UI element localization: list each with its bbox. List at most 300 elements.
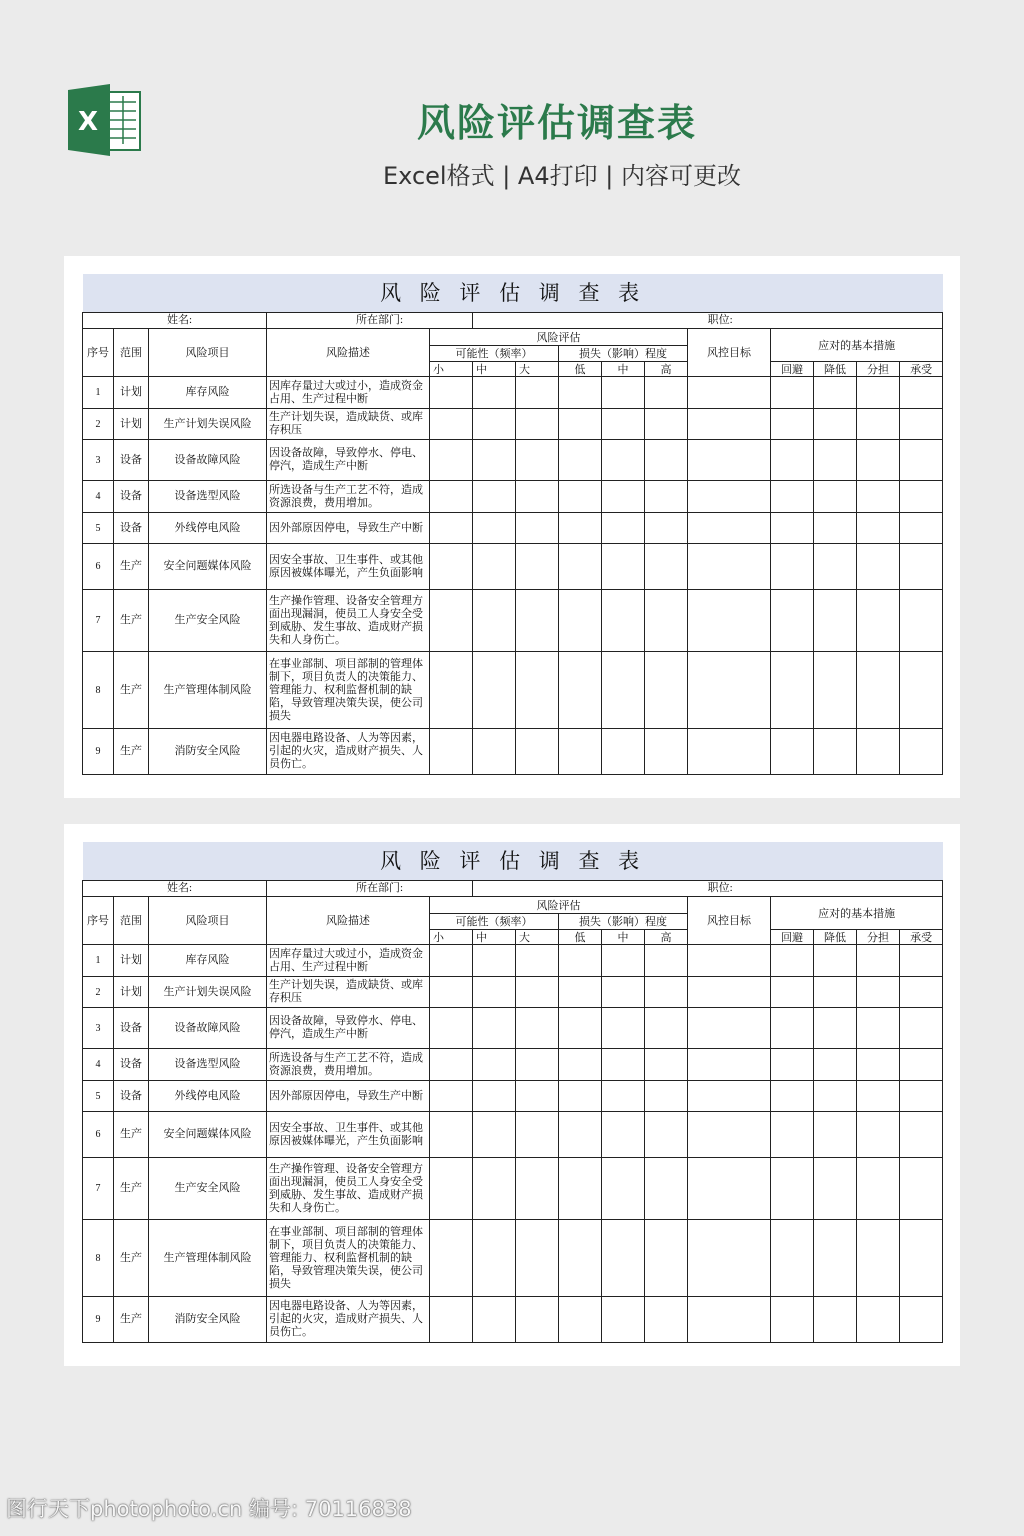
col-header-measures: 应对的基本措施 — [771, 329, 943, 362]
assessment-cell[interactable] — [645, 1158, 688, 1220]
measure-cell[interactable] — [857, 1220, 900, 1297]
measure-cell[interactable] — [814, 544, 857, 590]
row-item: 生产计划失误风险 — [149, 977, 267, 1008]
row-item: 生产安全风险 — [149, 590, 267, 652]
assessment-cell[interactable] — [516, 440, 559, 481]
measure-cell[interactable] — [771, 590, 814, 652]
assessment-cell[interactable] — [430, 945, 473, 977]
assessment-cell[interactable] — [473, 945, 516, 977]
measure-cell[interactable] — [900, 1081, 943, 1112]
target-cell[interactable] — [688, 409, 771, 440]
assessment-cell[interactable] — [473, 1081, 516, 1112]
row-number: 5 — [83, 513, 114, 544]
measure-cell[interactable] — [900, 513, 943, 544]
assessment-cell[interactable] — [602, 1008, 645, 1049]
row-item: 生产管理体制风险 — [149, 652, 267, 729]
row-scope: 计划 — [114, 945, 149, 977]
assessment-cell[interactable] — [602, 544, 645, 590]
target-cell[interactable] — [688, 1049, 771, 1081]
measure-cell[interactable] — [814, 513, 857, 544]
assessment-cell[interactable] — [559, 977, 602, 1008]
assessment-cell[interactable] — [602, 1297, 645, 1343]
col-header-item: 风险项目 — [149, 897, 267, 945]
table-row — [83, 1112, 943, 1158]
target-cell[interactable] — [688, 1112, 771, 1158]
assessment-cell[interactable] — [559, 1220, 602, 1297]
row-number: 1 — [83, 945, 114, 977]
risk-assessment-table — [82, 274, 943, 775]
assessment-cell[interactable] — [645, 1049, 688, 1081]
assessment-cell[interactable] — [516, 977, 559, 1008]
assessment-cell[interactable] — [602, 481, 645, 513]
table-row — [83, 1008, 943, 1049]
assessment-cell[interactable] — [645, 1008, 688, 1049]
measure-cell[interactable] — [814, 377, 857, 409]
assessment-cell[interactable] — [645, 1220, 688, 1297]
col-header-assess: 风险评估 — [430, 897, 688, 914]
assessment-cell[interactable] — [516, 377, 559, 409]
measure-cell[interactable] — [900, 729, 943, 775]
measure-cell[interactable] — [771, 409, 814, 440]
assessment-cell[interactable] — [645, 513, 688, 544]
target-cell[interactable] — [688, 1220, 771, 1297]
row-item: 设备选型风险 — [149, 481, 267, 513]
assessment-cell[interactable] — [645, 652, 688, 729]
level-label: 大 — [516, 930, 559, 945]
row-item: 安全问题媒体风险 — [149, 1112, 267, 1158]
col-header-loss: 损失（影响）程度 — [559, 914, 688, 930]
measure-cell[interactable] — [900, 1008, 943, 1049]
target-cell[interactable] — [688, 440, 771, 481]
row-description: 在事业部制、项目部制的管理体制下，项目负责人的决策能力、管理能力、权利监督机制的缺陷，导致管理决策失误，使公司损失 — [267, 1220, 430, 1297]
assessment-cell[interactable] — [516, 945, 559, 977]
row-scope: 计划 — [114, 977, 149, 1008]
target-cell[interactable] — [688, 377, 771, 409]
assessment-cell[interactable] — [516, 590, 559, 652]
measure-cell[interactable] — [771, 1158, 814, 1220]
measure-cell[interactable] — [900, 945, 943, 977]
assessment-cell[interactable] — [430, 1008, 473, 1049]
measure-cell[interactable] — [771, 544, 814, 590]
assessment-cell[interactable] — [645, 590, 688, 652]
target-cell[interactable] — [688, 1158, 771, 1220]
assessment-cell[interactable] — [430, 1049, 473, 1081]
row-description: 所选设备与生产工艺不符，造成资源浪费，费用增加。 — [267, 481, 430, 513]
table-row — [83, 977, 943, 1008]
assessment-cell[interactable] — [645, 481, 688, 513]
assessment-cell[interactable] — [516, 513, 559, 544]
form-sheet-2 — [64, 824, 960, 1366]
assessment-cell[interactable] — [430, 481, 473, 513]
measure-cell[interactable] — [814, 652, 857, 729]
assessment-cell[interactable] — [473, 1049, 516, 1081]
measure-cell[interactable] — [814, 945, 857, 977]
assessment-cell[interactable] — [559, 513, 602, 544]
row-number: 4 — [83, 1049, 114, 1081]
measure-cell[interactable] — [814, 440, 857, 481]
measure-cell[interactable] — [857, 1112, 900, 1158]
measure-cell[interactable] — [814, 729, 857, 775]
measure-cell[interactable] — [771, 377, 814, 409]
measure-cell[interactable] — [900, 544, 943, 590]
assessment-cell[interactable] — [602, 729, 645, 775]
row-item: 生产管理体制风险 — [149, 1220, 267, 1297]
assessment-cell[interactable] — [473, 377, 516, 409]
assessment-cell[interactable] — [430, 377, 473, 409]
measure-cell[interactable] — [814, 1297, 857, 1343]
measure-cell[interactable] — [857, 729, 900, 775]
measure-cell[interactable] — [857, 440, 900, 481]
measure-cell[interactable] — [857, 377, 900, 409]
measure-cell[interactable] — [900, 377, 943, 409]
assessment-cell[interactable] — [430, 1081, 473, 1112]
measure-cell[interactable] — [771, 440, 814, 481]
assessment-cell[interactable] — [473, 590, 516, 652]
table-row — [83, 1081, 943, 1112]
level-label: 小 — [430, 930, 473, 945]
measure-cell[interactable] — [771, 977, 814, 1008]
position-label: 职位: — [473, 881, 943, 897]
assessment-cell[interactable] — [516, 1158, 559, 1220]
table-row — [83, 1049, 943, 1081]
measure-label: 分担 — [857, 362, 900, 377]
assessment-cell[interactable] — [516, 1220, 559, 1297]
assessment-cell[interactable] — [602, 1049, 645, 1081]
measure-cell[interactable] — [900, 1220, 943, 1297]
assessment-cell[interactable] — [559, 729, 602, 775]
assessment-cell[interactable] — [473, 440, 516, 481]
target-cell[interactable] — [688, 977, 771, 1008]
target-cell[interactable] — [688, 1081, 771, 1112]
assessment-cell[interactable] — [430, 977, 473, 1008]
level-label: 中 — [602, 362, 645, 377]
assessment-cell[interactable] — [473, 652, 516, 729]
row-number: 7 — [83, 1158, 114, 1220]
measure-cell[interactable] — [771, 1081, 814, 1112]
col-header-no: 序号 — [83, 897, 114, 945]
form-table-container — [82, 274, 942, 775]
measure-cell[interactable] — [771, 1297, 814, 1343]
assessment-cell[interactable] — [559, 481, 602, 513]
assessment-cell[interactable] — [516, 544, 559, 590]
assessment-cell[interactable] — [559, 544, 602, 590]
assessment-cell[interactable] — [559, 1297, 602, 1343]
measure-cell[interactable] — [900, 652, 943, 729]
level-label: 高 — [645, 930, 688, 945]
col-header-scope: 范围 — [114, 897, 149, 945]
row-number: 1 — [83, 377, 114, 409]
measure-cell[interactable] — [900, 1158, 943, 1220]
assessment-cell[interactable] — [645, 377, 688, 409]
measure-cell[interactable] — [900, 1297, 943, 1343]
level-label: 低 — [559, 930, 602, 945]
target-cell[interactable] — [688, 945, 771, 977]
assessment-cell[interactable] — [473, 481, 516, 513]
measure-label: 降低 — [814, 362, 857, 377]
col-header-loss: 损失（影响）程度 — [559, 346, 688, 362]
assessment-cell[interactable] — [430, 409, 473, 440]
form-title: 风 险 评 估 调 查 表 — [83, 274, 943, 313]
level-label: 低 — [559, 362, 602, 377]
assessment-cell[interactable] — [473, 1112, 516, 1158]
assessment-cell[interactable] — [645, 1112, 688, 1158]
measure-cell[interactable] — [771, 481, 814, 513]
assessment-cell[interactable] — [516, 1049, 559, 1081]
measure-cell[interactable] — [771, 1220, 814, 1297]
assessment-cell[interactable] — [645, 1297, 688, 1343]
table-row — [83, 1158, 943, 1220]
risk-assessment-table — [82, 842, 943, 1343]
watermark: 图行天下photophoto.cn 编号: 70116838 — [6, 1497, 412, 1521]
measure-cell[interactable] — [857, 409, 900, 440]
measure-cell[interactable] — [771, 1112, 814, 1158]
assessment-cell[interactable] — [645, 945, 688, 977]
measure-cell[interactable] — [900, 590, 943, 652]
assessment-cell[interactable] — [430, 729, 473, 775]
row-scope: 设备 — [114, 440, 149, 481]
measure-cell[interactable] — [814, 481, 857, 513]
assessment-cell[interactable] — [430, 1158, 473, 1220]
measure-cell[interactable] — [814, 1008, 857, 1049]
target-cell[interactable] — [688, 590, 771, 652]
assessment-cell[interactable] — [602, 440, 645, 481]
level-label: 中 — [473, 930, 516, 945]
measure-cell[interactable] — [814, 1220, 857, 1297]
col-header-scope: 范围 — [114, 329, 149, 377]
col-header-measures: 应对的基本措施 — [771, 897, 943, 930]
table-row — [83, 481, 943, 513]
measure-cell[interactable] — [900, 1112, 943, 1158]
assessment-cell[interactable] — [602, 377, 645, 409]
position-label: 职位: — [473, 313, 943, 329]
assessment-cell[interactable] — [430, 544, 473, 590]
row-number: 9 — [83, 729, 114, 775]
measure-label: 回避 — [771, 930, 814, 945]
assessment-cell[interactable] — [430, 440, 473, 481]
assessment-cell[interactable] — [473, 977, 516, 1008]
measure-label: 承受 — [900, 930, 943, 945]
row-scope: 计划 — [114, 409, 149, 440]
assessment-cell[interactable] — [430, 652, 473, 729]
measure-cell[interactable] — [814, 409, 857, 440]
measure-cell[interactable] — [900, 440, 943, 481]
assessment-cell[interactable] — [516, 1081, 559, 1112]
table-row — [83, 729, 943, 775]
assessment-cell[interactable] — [559, 1112, 602, 1158]
assessment-cell[interactable] — [473, 1297, 516, 1343]
measure-cell[interactable] — [857, 544, 900, 590]
page-title: 风险评估调查表 — [416, 101, 697, 145]
target-cell[interactable] — [688, 729, 771, 775]
name-label: 姓名: — [83, 313, 267, 329]
assessment-cell[interactable] — [516, 409, 559, 440]
measure-cell[interactable] — [814, 1081, 857, 1112]
measure-cell[interactable] — [857, 1081, 900, 1112]
level-label: 大 — [516, 362, 559, 377]
assessment-cell[interactable] — [645, 440, 688, 481]
row-description: 在事业部制、项目部制的管理体制下，项目负责人的决策能力、管理能力、权利监督机制的缺陷，导致管理决策失误，使公司损失 — [267, 652, 430, 729]
assessment-cell[interactable] — [602, 409, 645, 440]
assessment-cell[interactable] — [516, 1008, 559, 1049]
col-header-item: 风险项目 — [149, 329, 267, 377]
target-cell[interactable] — [688, 1008, 771, 1049]
measure-cell[interactable] — [771, 513, 814, 544]
assessment-cell[interactable] — [559, 1008, 602, 1049]
row-description: 因库存量过大或过小，造成资金占用、生产过程中断 — [267, 945, 430, 977]
measure-cell[interactable] — [771, 1008, 814, 1049]
row-scope: 生产 — [114, 729, 149, 775]
dept-label: 所在部门: — [267, 881, 473, 897]
row-scope: 生产 — [114, 1158, 149, 1220]
assessment-cell[interactable] — [602, 513, 645, 544]
assessment-cell[interactable] — [559, 590, 602, 652]
measure-cell[interactable] — [857, 590, 900, 652]
measure-cell[interactable] — [771, 1049, 814, 1081]
page-subtitle: Excel格式 | A4打印 | 内容可更改 — [383, 162, 741, 190]
assessment-cell[interactable] — [559, 377, 602, 409]
table-row — [83, 590, 943, 652]
measure-cell[interactable] — [900, 481, 943, 513]
assessment-cell[interactable] — [602, 945, 645, 977]
measure-cell[interactable] — [857, 945, 900, 977]
row-item: 消防安全风险 — [149, 1297, 267, 1343]
col-header-desc: 风险描述 — [267, 897, 430, 945]
row-description: 因电器电路设备、人为等因素，引起的火灾，造成财产损失、人员伤亡。 — [267, 1297, 430, 1343]
row-description: 生产计划失误，造成缺货、或库存积压 — [267, 409, 430, 440]
assessment-cell[interactable] — [602, 1081, 645, 1112]
row-scope: 生产 — [114, 1112, 149, 1158]
measure-cell[interactable] — [857, 1049, 900, 1081]
assessment-cell[interactable] — [602, 1220, 645, 1297]
assessment-cell[interactable] — [516, 1297, 559, 1343]
assessment-cell[interactable] — [645, 544, 688, 590]
row-item: 安全问题媒体风险 — [149, 544, 267, 590]
assessment-cell[interactable] — [516, 652, 559, 729]
measure-cell[interactable] — [857, 977, 900, 1008]
assessment-cell[interactable] — [473, 1158, 516, 1220]
level-label: 小 — [430, 362, 473, 377]
row-item: 消防安全风险 — [149, 729, 267, 775]
level-label: 高 — [645, 362, 688, 377]
row-description: 因库存量过大或过小，造成资金占用、生产过程中断 — [267, 377, 430, 409]
measure-cell[interactable] — [900, 409, 943, 440]
row-item: 生产安全风险 — [149, 1158, 267, 1220]
row-item: 外线停电风险 — [149, 1081, 267, 1112]
measure-cell[interactable] — [857, 652, 900, 729]
measure-cell[interactable] — [771, 729, 814, 775]
level-label: 中 — [473, 362, 516, 377]
table-row — [83, 440, 943, 481]
measure-cell[interactable] — [814, 1158, 857, 1220]
assessment-cell[interactable] — [559, 1049, 602, 1081]
assessment-cell[interactable] — [473, 544, 516, 590]
row-number: 6 — [83, 1112, 114, 1158]
row-scope: 设备 — [114, 481, 149, 513]
row-scope: 生产 — [114, 1220, 149, 1297]
assessment-cell[interactable] — [473, 513, 516, 544]
target-cell[interactable] — [688, 652, 771, 729]
assessment-cell[interactable] — [602, 1112, 645, 1158]
col-header-target: 风控目标 — [688, 897, 771, 945]
assessment-cell[interactable] — [516, 1112, 559, 1158]
assessment-cell[interactable] — [559, 1081, 602, 1112]
measure-cell[interactable] — [857, 481, 900, 513]
assessment-cell[interactable] — [473, 1220, 516, 1297]
row-item: 设备选型风险 — [149, 1049, 267, 1081]
row-item: 设备故障风险 — [149, 1008, 267, 1049]
assessment-cell[interactable] — [559, 652, 602, 729]
assessment-cell[interactable] — [602, 977, 645, 1008]
assessment-cell[interactable] — [516, 481, 559, 513]
svg-text:X: X — [77, 107, 99, 137]
measure-cell[interactable] — [857, 1297, 900, 1343]
assessment-cell[interactable] — [645, 409, 688, 440]
assessment-cell[interactable] — [473, 409, 516, 440]
assessment-cell[interactable] — [602, 590, 645, 652]
measure-cell[interactable] — [771, 945, 814, 977]
assessment-cell[interactable] — [602, 652, 645, 729]
measure-cell[interactable] — [814, 977, 857, 1008]
measure-cell[interactable] — [771, 652, 814, 729]
col-header-assess: 风险评估 — [430, 329, 688, 346]
measure-cell[interactable] — [814, 590, 857, 652]
target-cell[interactable] — [688, 481, 771, 513]
measure-cell[interactable] — [814, 1049, 857, 1081]
assessment-cell[interactable] — [430, 590, 473, 652]
row-item: 库存风险 — [149, 377, 267, 409]
name-label: 姓名: — [83, 881, 267, 897]
assessment-cell[interactable] — [559, 1158, 602, 1220]
row-number: 3 — [83, 1008, 114, 1049]
form-title: 风 险 评 估 调 查 表 — [83, 842, 943, 881]
assessment-cell[interactable] — [645, 1081, 688, 1112]
assessment-cell[interactable] — [559, 409, 602, 440]
assessment-cell[interactable] — [645, 729, 688, 775]
assessment-cell[interactable] — [559, 945, 602, 977]
measure-cell[interactable] — [857, 1008, 900, 1049]
assessment-cell[interactable] — [430, 1297, 473, 1343]
measure-label: 回避 — [771, 362, 814, 377]
assessment-cell[interactable] — [430, 513, 473, 544]
assessment-cell[interactable] — [430, 1112, 473, 1158]
assessment-cell[interactable] — [473, 1008, 516, 1049]
assessment-cell[interactable] — [473, 729, 516, 775]
target-cell[interactable] — [688, 1297, 771, 1343]
row-item: 生产计划失误风险 — [149, 409, 267, 440]
measure-cell[interactable] — [857, 513, 900, 544]
target-cell[interactable] — [688, 513, 771, 544]
target-cell[interactable] — [688, 544, 771, 590]
row-number: 9 — [83, 1297, 114, 1343]
measure-cell[interactable] — [814, 1112, 857, 1158]
assessment-cell[interactable] — [516, 729, 559, 775]
col-header-desc: 风险描述 — [267, 329, 430, 377]
row-number: 2 — [83, 409, 114, 440]
row-scope: 生产 — [114, 652, 149, 729]
assessment-cell[interactable] — [602, 1158, 645, 1220]
assessment-cell[interactable] — [559, 440, 602, 481]
row-number: 2 — [83, 977, 114, 1008]
measure-cell[interactable] — [900, 1049, 943, 1081]
assessment-cell[interactable] — [430, 1220, 473, 1297]
measure-cell[interactable] — [900, 977, 943, 1008]
measure-label: 承受 — [900, 362, 943, 377]
assessment-cell[interactable] — [645, 977, 688, 1008]
measure-cell[interactable] — [857, 1158, 900, 1220]
table-row — [83, 409, 943, 440]
table-row — [83, 652, 943, 729]
row-item: 外线停电风险 — [149, 513, 267, 544]
